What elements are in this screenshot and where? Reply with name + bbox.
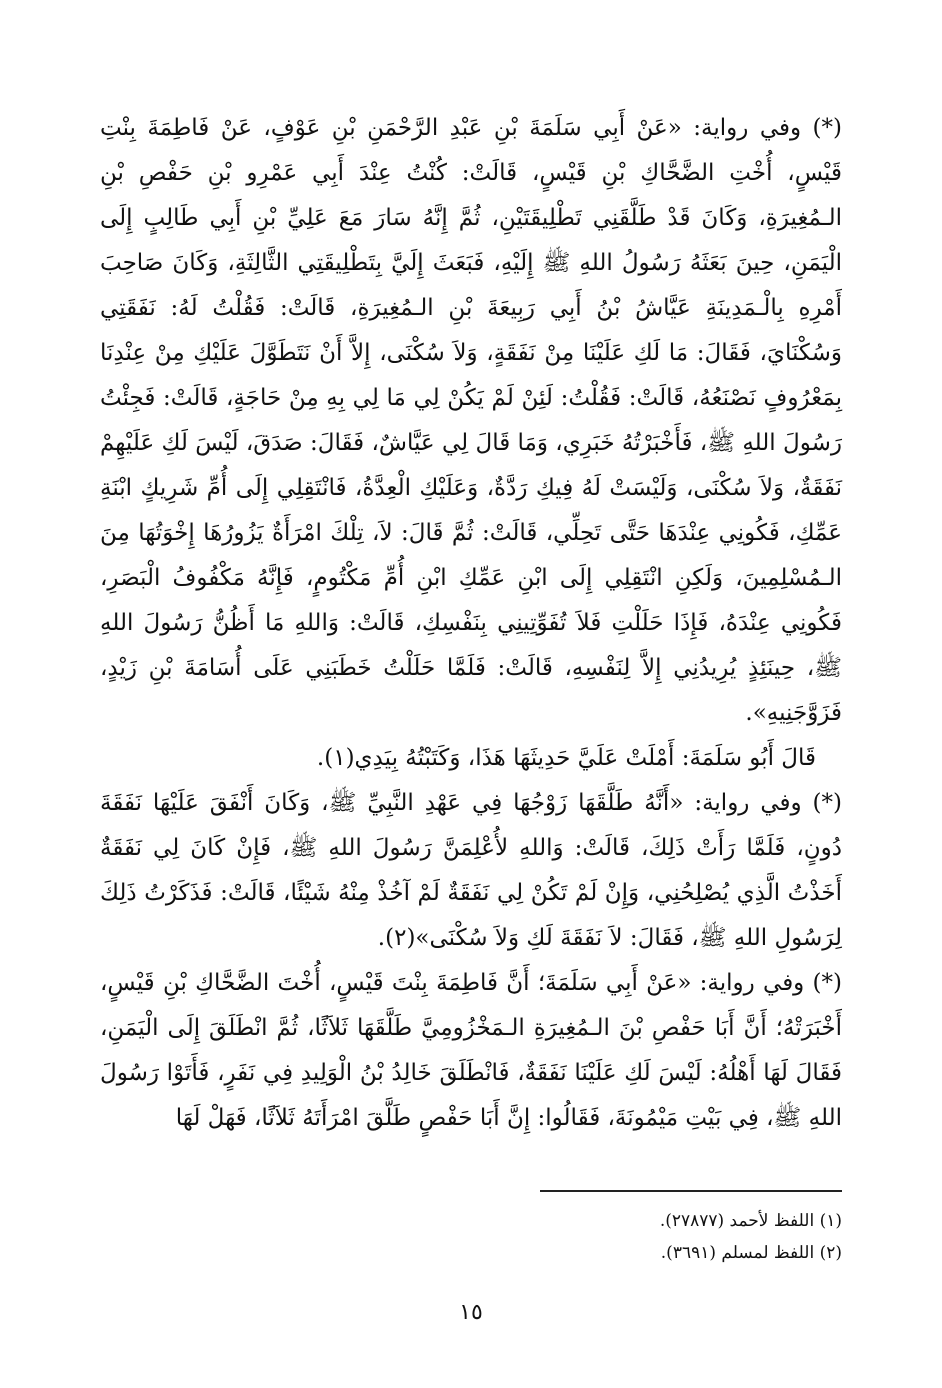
footnote-divider bbox=[540, 1190, 842, 1192]
footnote-1: (١) اللفظ لأحمد (٢٧٨٧٧). bbox=[659, 1211, 842, 1231]
page-number: ١٥ bbox=[459, 1300, 483, 1325]
main-text bbox=[100, 106, 842, 1141]
footnotes bbox=[100, 1205, 842, 1269]
paragraph-hadith-1: (*) وفي رواية: «عَنْ أَبِي سَلَمَةَ بْنِ عَبْدِ الرَّحْمَنِ بْنِ عَوْفٍ، عَنْ فَاطِمَةَ بِنْتِ قَيْسٍ، أُخْتِ الضَّحَّاكِ بْنِ قَيْسٍ، قَالَتْ: كُنْتُ عِنْدَ أَبِي عَمْرِو بْنِ حَفْصِ بْنِ الـمُغِيرَةِ، وَكَانَ قَدْ طَلَّقَنِي تَطْلِيقَتَيْنِ، ثُمَّ إِنَّهُ سَارَ مَعَ عَلِيِّ بْنِ أَبِي طَالِبٍ إِلَى الْيَمَنِ، حِينَ بَعَثَهُ رَسُولُ اللهِ ﷺ إِلَيْهِ، فَبَعَثَ إِلَيَّ بِتَطْلِيقَتِي الثَّالِثَةِ، وَكَانَ صَاحِبَ أَمْرِهِ بِالْـمَدِينَةِ عَيَّاشُ بْنُ أَبِي رَبِيعَةَ بْنِ الـمُغِيرَةِ، قَالَتْ: فَقُلْتُ لَهُ: نَفَقَتِي وَسُكْنَايَ، فَقَالَ: مَا لَكِ عَلَيْنَا مِنْ نَفَقَةٍ، وَلاَ سُكْنَى، إِلاَّ أَنْ نَتَطَوَّلَ عَلَيْكِ مِنْ عِنْدِنَا بِمَعْرُوفٍ نَصْنَعُهُ، قَالَتْ: فَقُلْتُ: لَئِنْ لَمْ يَكُنْ لِي مَا لِي بِهِ مِنْ حَاجَةٍ، قَالَتْ: فَجِئْتُ رَسُولَ اللهِ ﷺ، فَأَخْبَرْتُهُ خَبَرِي، وَمَا قَالَ لِي عَيَّاشٌ، فَقَالَ: صَدَقَ، لَيْسَ لَكِ عَلَيْهِمْ نَفَقَةٌ، وَلاَ سُكْنَى، وَلَيْسَتْ لَهُ فِيكِ رَدَّةٌ، وَعَلَيْكِ الْعِدَّةُ، فَانْتَقِلِي إِلَى أُمِّ شَرِيكٍ ابْنَةِ عَمِّكِ، فَكُونِي عِنْدَهَا حَتَّى تَحِلِّي، قَالَتْ: ثُمَّ قَالَ: لاَ، تِلْكَ امْرَأَةٌ يَزُورُهَا إِخْوَتُهَا مِنَ الـمُسْلِمِينَ، وَلَكِنِ انْتَقِلِي إِلَى ابْنِ عَمِّكِ ابْنِ أُمِّ مَكْتُومٍ، فَإِنَّهُ مَكْفُوفُ الْبَصَرِ، فَكُونِي عِنْدَهُ، فَإِذَا حَلَلْتِ فَلاَ تُفَوِّتِينِي بِنَفْسِكِ، قَالَتْ: وَاللهِ مَا أَظُنُّ رَسُولَ اللهِ ﷺ، حِينَئِذٍ يُرِيدُنِي إِلاَّ لِنَفْسِهِ، قَالَتْ: فَلَمَّا حَلَلْتُ خَطَبَنِي عَلَى أُسَامَةَ بْنِ زَيْدٍ، فَزَوَّجَنِيهِ». bbox=[100, 115, 842, 726]
paragraph-abu-salama-note: قَالَ أَبُو سَلَمَةَ: أَمْلَتْ عَلَيَّ حَدِيثَهَا هَذَا، وَكَتَبْتُهُ بِيَدِي(١). bbox=[316, 745, 816, 771]
paragraph-hadith-2: (*) وفي رواية: «أَنَّهُ طَلَّقَهَا زَوْجُهَا فِي عَهْدِ النَّبِيِّ ﷺ، وَكَانَ أَنْفَقَ عَلَيْهَا نَفَقَةَ دُونٍ، فَلَمَّا رَأَتْ ذَلِكَ، قَالَتْ: وَاللهِ لأُعْلِمَنَّ رَسُولَ اللهِ ﷺ، فَإِنْ كَانَ لِي نَفَقَةٌ أَخَذْتُ الَّذِي يُصْلِحُنِي، وَإِنْ لَمْ تَكُنْ لِي نَفَقَةٌ لَمْ آخُذْ مِنْهُ شَيْئًا، قَالَتْ: فَذَكَرْتُ ذَلِكَ لِرَسُولِ اللهِ ﷺ، فَقَالَ: لاَ نَفَقَةَ لَكِ وَلاَ سُكْنَى»(٢). bbox=[100, 790, 842, 951]
footnote-2: (٢) اللفظ لمسلم (٣٦٩١). bbox=[660, 1243, 842, 1263]
paragraph-hadith-3: (*) وفي رواية: «عَنْ أَبِي سَلَمَةَ؛ أَنَّ فَاطِمَةَ بِنْتَ قَيْسٍ، أُخْتَ الضَّحَّاكِ بْنِ قَيْسٍ، أَخْبَرَتْهُ؛ أَنَّ أَبَا حَفْصِ بْنَ الـمُغِيرَةِ الـمَخْزُومِيَّ طَلَّقَهَا ثَلاَثًا، ثُمَّ انْطَلَقَ إِلَى الْيَمَنِ، فَقَالَ لَهَا أَهْلُهُ: لَيْسَ لَكِ عَلَيْنَا نَفَقَةٌ، فَانْطَلَقَ خَالِدُ بْنُ الْوَلِيدِ فِي نَفَرٍ، فَأَتَوْا رَسُولَ اللهِ ﷺ، فِي بَيْتِ مَيْمُونَةَ، فَقَالُوا: إِنَّ أَبَا حَفْصٍ طَلَّقَ امْرَأَتَهُ ثَلاَثًا، فَهَلْ لَهَا bbox=[100, 970, 842, 1131]
